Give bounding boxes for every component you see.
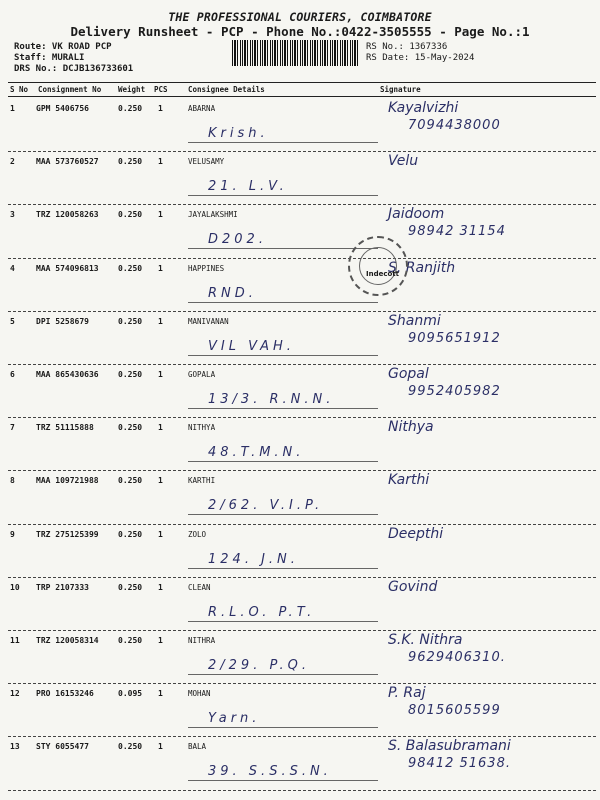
table-row <box>8 98 596 152</box>
row-serial-number: 8 <box>10 476 15 486</box>
handwritten-address: 39. S.S.S.N. <box>208 764 332 780</box>
row-weight: 0.250 <box>118 423 143 433</box>
row-consignee-name: NITHYA <box>188 423 216 433</box>
row-consignment-number: STY 6055477 <box>36 742 89 752</box>
table-row <box>8 151 596 205</box>
row-pieces: 1 <box>158 689 163 699</box>
col-header-signature: Signature <box>380 85 421 94</box>
address-underline <box>188 727 378 728</box>
row-weight: 0.250 <box>118 210 143 220</box>
handwritten-address: 21. L.V. <box>208 179 288 195</box>
table-row <box>8 470 596 524</box>
row-consignment-number: PRO 16153246 <box>36 689 94 699</box>
handwritten-phone: 9629406310. <box>408 650 506 665</box>
address-underline <box>188 195 378 196</box>
row-consignment-number: TRZ 275125399 <box>36 529 99 539</box>
row-pieces: 1 <box>158 742 163 752</box>
row-serial-number: 13 <box>10 742 20 752</box>
address-underline <box>188 780 378 781</box>
handwritten-signature: Kayalvizhi <box>388 100 459 116</box>
address-underline <box>188 674 378 675</box>
runsheet-title: Delivery Runsheet - PCP - Phone No.:0422-3505555 - Page No.:1 <box>70 24 530 39</box>
handwritten-address: 48.T.M.N. <box>208 445 305 461</box>
row-consignee-name: ABARNA <box>188 104 216 113</box>
handwritten-address: D202. <box>208 232 267 248</box>
address-underline <box>188 514 378 515</box>
rs-number: RS No.: 1367336 <box>366 42 448 52</box>
row-consignee-name: GOPALA <box>188 370 216 379</box>
row-weight: 0.095 <box>118 689 143 699</box>
handwritten-signature: Velu <box>388 153 419 170</box>
row-consignee-name: BALA <box>188 742 207 752</box>
handwritten-phone: 9095651912 <box>408 330 501 346</box>
row-consignee-name: NITHRA <box>188 636 216 645</box>
row-pieces: 1 <box>158 582 163 592</box>
handwritten-signature: P. Raj <box>388 685 426 702</box>
handwritten-address: Yarn. <box>208 711 261 727</box>
table-row <box>8 577 596 631</box>
row-serial-number: 2 <box>10 157 15 167</box>
row-consignment-number: MAA 573760527 <box>36 157 99 167</box>
handwritten-phone: 98412 51638. <box>408 756 511 772</box>
table-row <box>8 364 596 418</box>
handwritten-address: R.L.O. P.T. <box>208 604 316 620</box>
row-pieces: 1 <box>158 263 163 273</box>
row-serial-number: 12 <box>10 689 20 699</box>
handwritten-signature: Jaidoom <box>388 206 445 223</box>
row-serial-number: 5 <box>10 316 15 326</box>
row-consignee-name: JAYALAKSHMI <box>188 210 238 220</box>
row-serial-number: 7 <box>10 423 15 433</box>
row-pieces: 1 <box>158 210 163 220</box>
table-row <box>8 630 596 684</box>
handwritten-signature: Govind <box>388 578 438 595</box>
row-consignee-name: CLEAN <box>188 582 211 592</box>
row-consignment-number: MAA 574096813 <box>36 263 99 273</box>
handwritten-address: 2/62. V.I.P. <box>208 498 324 514</box>
handwritten-signature: Nithya <box>388 419 434 436</box>
row-weight: 0.250 <box>118 370 143 379</box>
col-header-consignment: Consignment No <box>38 85 102 94</box>
handwritten-address: RND. <box>208 285 257 301</box>
row-consignment-number: TRZ 120058314 <box>36 636 99 645</box>
handwritten-address: 13/3. R.N.N. <box>208 392 335 407</box>
address-underline <box>188 621 378 622</box>
row-pieces: 1 <box>158 370 163 379</box>
col-header-sno: S No <box>10 85 29 94</box>
row-pieces: 1 <box>158 529 163 539</box>
handwritten-signature: Gopal <box>388 366 429 382</box>
row-pieces: 1 <box>158 157 163 167</box>
handwritten-address: Krish. <box>208 126 269 141</box>
table-row <box>8 736 596 790</box>
row-weight: 0.250 <box>118 263 143 273</box>
row-consignment-number: DPI 5258679 <box>36 316 89 326</box>
row-pieces: 1 <box>158 476 163 486</box>
row-serial-number: 11 <box>10 636 20 645</box>
row-weight: 0.250 <box>118 742 143 752</box>
col-header-pcs: PCS <box>154 85 168 94</box>
row-weight: 0.250 <box>118 582 143 592</box>
handwritten-address: VIL VAH. <box>208 338 295 354</box>
barcode-image <box>232 40 358 66</box>
address-underline <box>188 355 378 356</box>
row-weight: 0.250 <box>118 104 143 113</box>
row-consignment-number: MAA 109721988 <box>36 476 99 486</box>
address-underline <box>188 142 378 143</box>
handwritten-phone: 7094438000 <box>408 118 501 133</box>
table-row <box>8 311 596 365</box>
handwritten-address: 2/29. P.Q. <box>208 658 311 673</box>
row-serial-number: 3 <box>10 210 15 220</box>
row-pieces: 1 <box>158 423 163 433</box>
table-row <box>8 417 596 471</box>
company-stamp <box>348 236 408 296</box>
company-title: THE PROFESSIONAL COURIERS, COIMBATORE <box>168 10 432 24</box>
row-serial-number: 6 <box>10 370 15 379</box>
col-header-consignee: Consignee Details <box>188 85 265 94</box>
row-weight: 0.250 <box>118 157 143 167</box>
handwritten-address: 124. J.N. <box>208 551 299 567</box>
row-consignee-name: HAPPINES <box>188 263 225 273</box>
row-weight: 0.250 <box>118 316 143 326</box>
row-serial-number: 9 <box>10 529 15 539</box>
address-underline <box>188 461 378 462</box>
table-row <box>8 204 596 258</box>
handwritten-signature: S. Balasubramani <box>388 738 511 755</box>
address-underline <box>188 408 378 409</box>
handwritten-signature: Deepthi <box>388 525 444 542</box>
address-underline <box>188 568 378 569</box>
table-row <box>8 524 596 578</box>
row-serial-number: 10 <box>10 582 20 592</box>
handwritten-signature: S. Ranjith <box>388 259 456 276</box>
row-consignee-name: ZOLO <box>188 529 207 539</box>
table-row <box>8 258 596 312</box>
rs-date: RS Date: 15-May-2024 <box>366 53 475 63</box>
row-consignment-number: GPM 5406756 <box>36 104 89 113</box>
route-label: Route: VK ROAD PCP <box>14 42 112 52</box>
row-weight: 0.250 <box>118 476 143 486</box>
row-consignee-name: VELUSAMY <box>188 157 225 167</box>
row-consignment-number: TRZ 51115888 <box>36 423 94 433</box>
address-underline <box>188 302 378 303</box>
header-bottom-border <box>8 96 596 97</box>
row-pieces: 1 <box>158 104 163 113</box>
row-consignee-name: MANIVANAN <box>188 316 229 326</box>
handwritten-phone: 9952405982 <box>408 384 501 399</box>
row-pieces: 1 <box>158 636 163 645</box>
stamp-text: Indecott <box>366 270 399 278</box>
handwritten-signature: Shanmi <box>388 312 441 329</box>
handwritten-phone: 8015605599 <box>408 703 501 719</box>
row-consignment-number: MAA 865430636 <box>36 370 99 379</box>
row-consignment-number: TRP 2107333 <box>36 582 89 592</box>
row-serial-number: 1 <box>10 104 15 113</box>
row-consignment-number: TRZ 120058263 <box>36 210 99 220</box>
row-serial-number: 4 <box>10 263 15 273</box>
row-pieces: 1 <box>158 316 163 326</box>
drs-label: DRS No.: DCJB136733601 <box>14 64 134 74</box>
handwritten-signature: Karthi <box>388 472 430 489</box>
row-consignee-name: MOHAN <box>188 689 211 699</box>
address-underline <box>188 248 378 249</box>
row-weight: 0.250 <box>118 636 143 645</box>
row-consignee-name: KARTHI <box>188 476 216 486</box>
staff-label: Staff: MURALI <box>14 53 85 63</box>
handwritten-phone: 98942 31154 <box>408 224 506 240</box>
row-weight: 0.250 <box>118 529 143 539</box>
col-header-weight: Weight <box>118 85 146 94</box>
table-row <box>8 683 596 737</box>
table-top-border <box>8 82 596 83</box>
handwritten-signature: S.K. Nithra <box>388 632 463 648</box>
runsheet-table <box>8 82 596 792</box>
